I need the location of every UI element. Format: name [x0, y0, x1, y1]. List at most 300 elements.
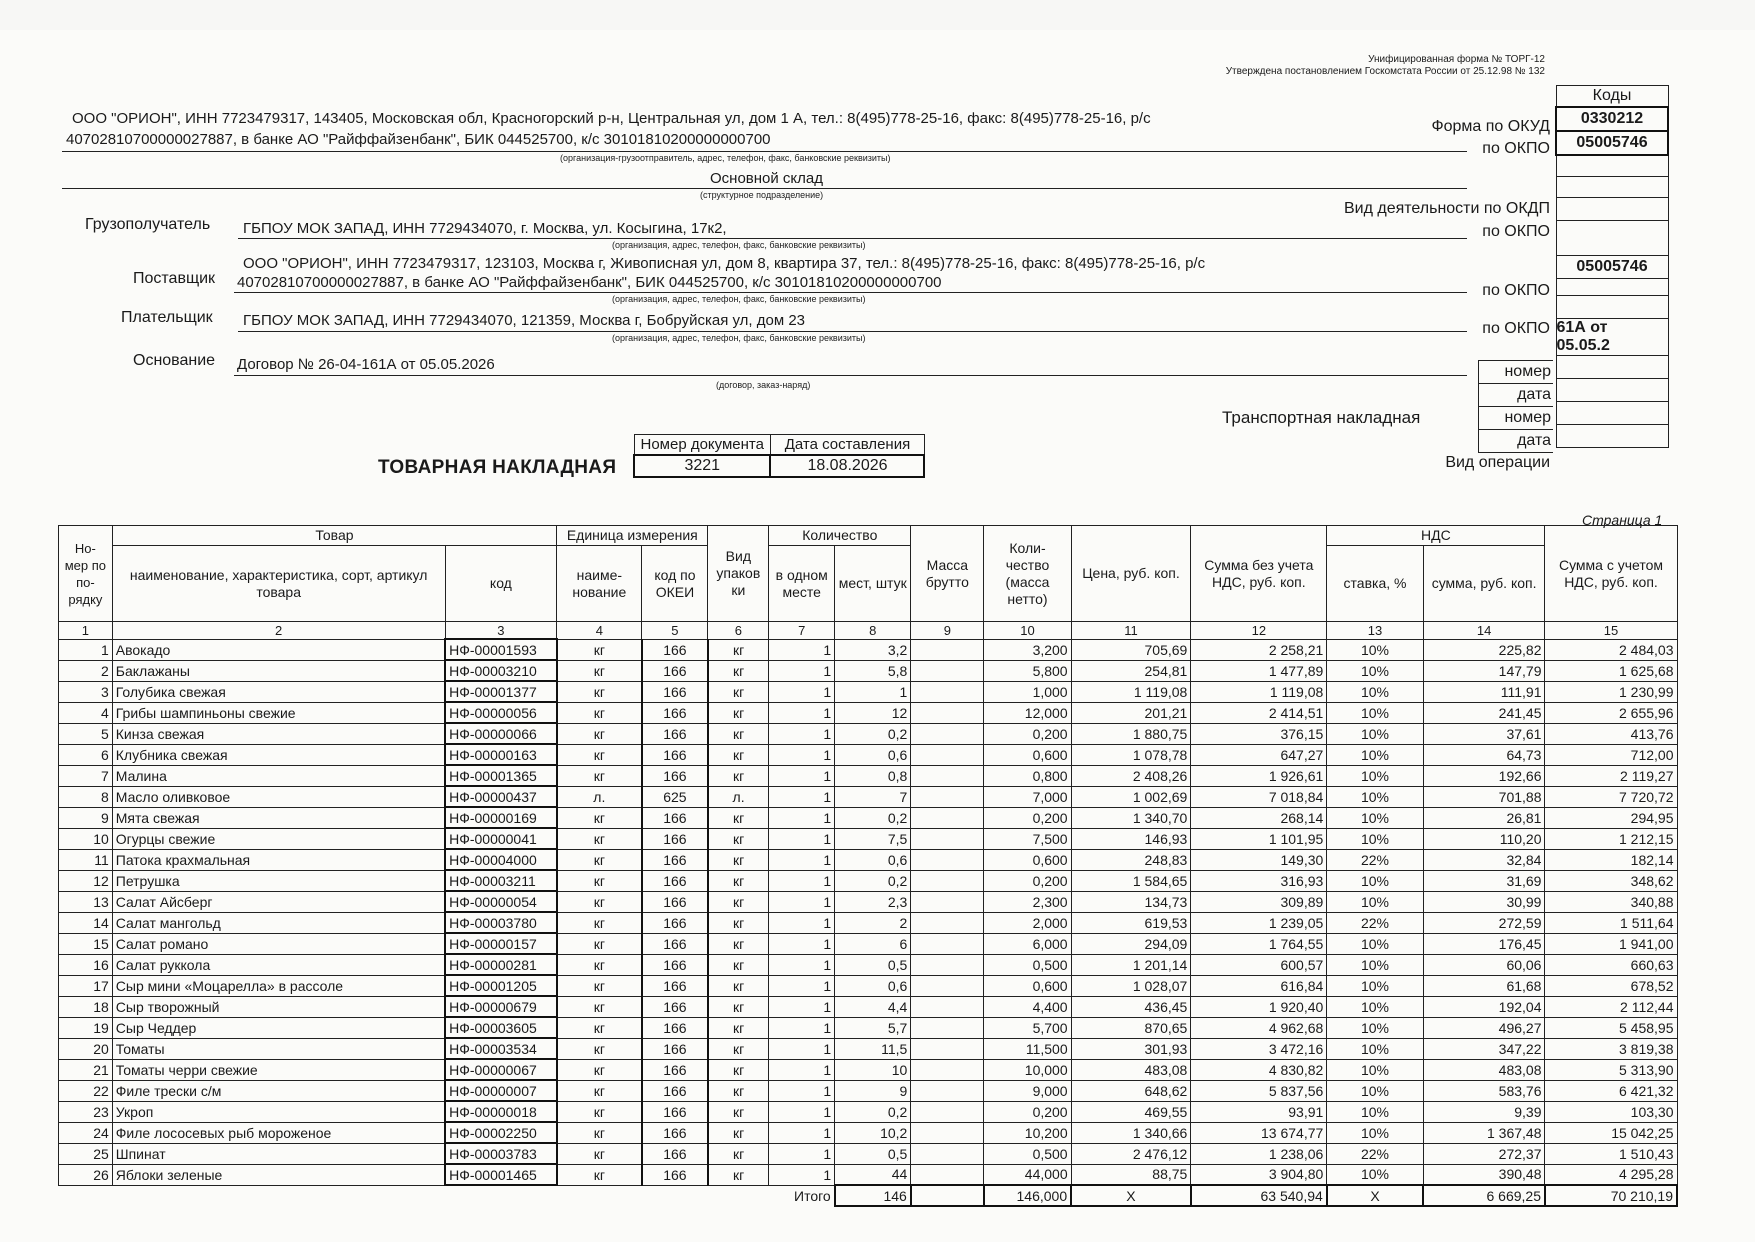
transport-number-code: [1556, 379, 1668, 402]
item-sum: 600,57: [1191, 954, 1327, 975]
row-number: 1: [59, 639, 113, 660]
item-net: 5,800: [984, 660, 1071, 681]
item-sum: 5 837,56: [1191, 1080, 1327, 1101]
empty-code-2: [1556, 221, 1668, 256]
item-total: 413,76: [1545, 723, 1677, 744]
item-vat-sum: 1 367,48: [1423, 1122, 1545, 1143]
item-net: 0,500: [984, 1143, 1071, 1164]
item-in-one: 1: [769, 660, 835, 681]
item-unit: кг: [557, 723, 642, 744]
item-vat-rate: 10%: [1327, 933, 1423, 954]
table-row: [59, 975, 1678, 996]
item-vat-rate: 22%: [1327, 1143, 1423, 1164]
column-number: 14: [1423, 622, 1545, 640]
doc-number: 3221: [634, 455, 770, 477]
item-vat-sum: 583,76: [1423, 1080, 1545, 1101]
item-gross: [911, 681, 984, 702]
item-vat-rate: 10%: [1327, 639, 1423, 660]
item-places: 7,5: [835, 828, 911, 849]
item-vat-sum: 272,37: [1423, 1143, 1545, 1164]
item-places: 5,8: [835, 660, 911, 681]
item-vat-rate: 10%: [1327, 1164, 1423, 1185]
item-okei: 166: [642, 975, 708, 996]
table-row: [59, 1101, 1678, 1122]
item-pack: кг: [708, 870, 769, 891]
th-goods: Товар: [112, 526, 556, 546]
item-unit: кг: [557, 1038, 642, 1059]
row-number: 11: [59, 849, 113, 870]
item-code: НФ-00003534: [445, 1038, 557, 1059]
item-code: НФ-00003780: [445, 912, 557, 933]
totals-places: 146: [835, 1185, 911, 1206]
th-in-one: в одном месте: [769, 546, 835, 622]
item-name: Авокадо: [112, 639, 445, 660]
column-number: 5: [642, 622, 708, 640]
item-net: 0,500: [984, 954, 1071, 975]
item-name: Шпинат: [112, 1143, 445, 1164]
item-price: 1 340,66: [1071, 1122, 1191, 1143]
item-vat-sum: 37,61: [1423, 723, 1545, 744]
item-vat-rate: 10%: [1327, 828, 1423, 849]
item-sum: 1 239,05: [1191, 912, 1327, 933]
item-price: 1 201,14: [1071, 954, 1191, 975]
item-unit: кг: [557, 1017, 642, 1038]
basis-date-code: [1556, 356, 1668, 379]
row-number: 5: [59, 723, 113, 744]
item-vat-rate: 10%: [1327, 1059, 1423, 1080]
item-pack: кг: [708, 807, 769, 828]
item-places: 0,2: [835, 723, 911, 744]
payer-caption: (организация, адрес, телефон, факс, банковские реквизиты): [612, 333, 866, 343]
item-unit: кг: [557, 933, 642, 954]
th-qty: Количество: [769, 526, 911, 546]
item-vat-sum: 30,99: [1423, 891, 1545, 912]
item-total: 678,52: [1545, 975, 1677, 996]
item-sum: 13 674,77: [1191, 1122, 1327, 1143]
column-number: 11: [1071, 622, 1191, 640]
basis-number-label: номер: [1478, 360, 1553, 384]
table-row: [59, 912, 1678, 933]
item-in-one: 1: [769, 1059, 835, 1080]
item-total: 1 230,99: [1545, 681, 1677, 702]
item-total: 348,62: [1545, 870, 1677, 891]
item-unit: кг: [557, 849, 642, 870]
item-in-one: 1: [769, 1122, 835, 1143]
item-sum: 7 018,84: [1191, 786, 1327, 807]
item-price: 301,93: [1071, 1038, 1191, 1059]
item-places: 2: [835, 912, 911, 933]
item-okei: 166: [642, 891, 708, 912]
totals-sum: 63 540,94: [1191, 1185, 1327, 1206]
row-number: 25: [59, 1143, 113, 1164]
item-price: 1 028,07: [1071, 975, 1191, 996]
item-total: 6 421,32: [1545, 1080, 1677, 1101]
column-number: 12: [1191, 622, 1327, 640]
row-number: 7: [59, 765, 113, 786]
item-vat-rate: 10%: [1327, 975, 1423, 996]
column-number: 1: [59, 622, 113, 640]
consignee-okpo-code: [1556, 198, 1668, 221]
table-row: [59, 1038, 1678, 1059]
item-net: 11,500: [984, 1038, 1071, 1059]
item-code: НФ-00000437: [445, 786, 557, 807]
item-vat-rate: 22%: [1327, 912, 1423, 933]
item-code: НФ-00000056: [445, 702, 557, 723]
form-name: Унифицированная форма № ТОРГ-12: [1368, 54, 1545, 65]
item-unit: кг: [557, 744, 642, 765]
item-pack: кг: [708, 954, 769, 975]
column-number: 2: [112, 622, 445, 640]
item-name: Грибы шампиньоны свежие: [112, 702, 445, 723]
item-places: 0,8: [835, 765, 911, 786]
item-gross: [911, 1017, 984, 1038]
item-vat-sum: 26,81: [1423, 807, 1545, 828]
table-row: [59, 1122, 1678, 1143]
item-unit: кг: [557, 912, 642, 933]
th-net: Коли- чество (масса нетто): [984, 526, 1071, 622]
item-total: 1 511,64: [1545, 912, 1677, 933]
item-price: 254,81: [1071, 660, 1191, 681]
item-gross: [911, 954, 984, 975]
item-unit: кг: [557, 1059, 642, 1080]
table-row: [59, 681, 1678, 702]
table-row: [59, 933, 1678, 954]
item-name: Салат мангольд: [112, 912, 445, 933]
item-vat-sum: 147,79: [1423, 660, 1545, 681]
item-gross: [911, 975, 984, 996]
item-code: НФ-00000281: [445, 954, 557, 975]
row-number: 19: [59, 1017, 113, 1038]
item-sum: 149,30: [1191, 849, 1327, 870]
th-okei: код по ОКЕИ: [642, 546, 708, 622]
row-number: 24: [59, 1122, 113, 1143]
item-okei: 166: [642, 765, 708, 786]
item-okei: 166: [642, 954, 708, 975]
item-net: 44,000: [984, 1164, 1071, 1185]
item-gross: [911, 891, 984, 912]
item-okei: 166: [642, 870, 708, 891]
item-okei: 166: [642, 933, 708, 954]
item-okei: 166: [642, 912, 708, 933]
item-price: 483,08: [1071, 1059, 1191, 1080]
item-in-one: 1: [769, 954, 835, 975]
transport-date-label: дата: [1478, 429, 1553, 453]
item-price: 2 408,26: [1071, 765, 1191, 786]
item-code: НФ-00000054: [445, 891, 557, 912]
item-places: 1: [835, 681, 911, 702]
row-number: 21: [59, 1059, 113, 1080]
item-unit: кг: [557, 870, 642, 891]
item-gross: [911, 933, 984, 954]
row-number: 3: [59, 681, 113, 702]
table-row: [59, 807, 1678, 828]
table-row: [59, 849, 1678, 870]
item-unit: кг: [557, 1101, 642, 1122]
item-total: 1 212,15: [1545, 828, 1677, 849]
item-name: Сыр мини «Моцарелла» в рассоле: [112, 975, 445, 996]
item-price: 201,21: [1071, 702, 1191, 723]
item-name: Петрушка: [112, 870, 445, 891]
item-okei: 166: [642, 1164, 708, 1185]
supplier-okpo-code: 05005746: [1556, 256, 1668, 279]
th-name: наименование, характеристика, сорт, артикул товара: [112, 546, 445, 622]
item-price: 1 340,70: [1071, 807, 1191, 828]
item-in-one: 1: [769, 975, 835, 996]
item-name: Масло оливковое: [112, 786, 445, 807]
item-code: НФ-00002250: [445, 1122, 557, 1143]
item-gross: [911, 996, 984, 1017]
item-unit: кг: [557, 828, 642, 849]
doc-number-label: Номер документа: [634, 435, 770, 456]
th-unit: Единица измерения: [557, 526, 708, 546]
item-vat-rate: 10%: [1327, 723, 1423, 744]
item-total: 7 720,72: [1545, 786, 1677, 807]
payer-label: Плательщик: [121, 309, 213, 326]
item-net: 0,200: [984, 1101, 1071, 1122]
okdp-label: Вид деятельности по ОКДП: [1343, 200, 1550, 217]
item-gross: [911, 1038, 984, 1059]
item-price: 1 584,65: [1071, 870, 1191, 891]
item-name: Баклажаны: [112, 660, 445, 681]
item-vat-sum: 61,68: [1423, 975, 1545, 996]
totals-net: 146,000: [984, 1185, 1071, 1206]
item-places: 10,2: [835, 1122, 911, 1143]
item-in-one: 1: [769, 744, 835, 765]
item-in-one: 1: [769, 786, 835, 807]
table-row: [59, 996, 1678, 1017]
item-places: 10: [835, 1059, 911, 1080]
item-sum: 376,15: [1191, 723, 1327, 744]
item-vat-sum: 110,20: [1423, 828, 1545, 849]
item-pack: кг: [708, 1101, 769, 1122]
item-sum: 316,93: [1191, 870, 1327, 891]
item-total: 103,30: [1545, 1101, 1677, 1122]
form-approval: Утверждена постановлением Госкомстата России от 25.12.98 № 132: [1225, 66, 1545, 77]
item-okei: 166: [642, 849, 708, 870]
item-code: НФ-00000169: [445, 807, 557, 828]
doc-date: 18.08.2026: [770, 455, 924, 477]
item-pack: кг: [708, 1122, 769, 1143]
item-name: Сыр Чеддер: [112, 1017, 445, 1038]
item-unit: кг: [557, 891, 642, 912]
item-total: 294,95: [1545, 807, 1677, 828]
item-vat-sum: 176,45: [1423, 933, 1545, 954]
item-unit: кг: [557, 660, 642, 681]
item-gross: [911, 1164, 984, 1185]
item-gross: [911, 1080, 984, 1101]
th-code: код: [445, 546, 557, 622]
item-price: 1 002,69: [1071, 786, 1191, 807]
table-row: [59, 891, 1678, 912]
division: Основной склад: [710, 170, 824, 187]
totals-row: [59, 1185, 1678, 1206]
column-numbers-row: [59, 622, 1678, 640]
column-number: 8: [835, 622, 911, 640]
item-price: 134,73: [1071, 891, 1191, 912]
item-gross: [911, 849, 984, 870]
item-in-one: 1: [769, 765, 835, 786]
item-vat-rate: 10%: [1327, 1122, 1423, 1143]
totals-price: Х: [1071, 1185, 1191, 1206]
row-number: 10: [59, 828, 113, 849]
item-net: 12,000: [984, 702, 1071, 723]
item-name: Салат Айсберг: [112, 891, 445, 912]
transport-label: Транспортная накладная: [1222, 408, 1421, 427]
table-row: [59, 744, 1678, 765]
item-total: 2 484,03: [1545, 639, 1677, 660]
item-pack: кг: [708, 1017, 769, 1038]
item-total: 5 313,90: [1545, 1059, 1677, 1080]
item-pack: кг: [708, 1143, 769, 1164]
goods-table: [58, 525, 1678, 1207]
item-name: Филе лососевых рыб мороженое: [112, 1122, 445, 1143]
transport-date-code: [1556, 402, 1668, 425]
item-sum: 93,91: [1191, 1101, 1327, 1122]
item-unit: кг: [557, 1122, 642, 1143]
okpo-code: 05005746: [1556, 131, 1668, 155]
item-vat-rate: 10%: [1327, 954, 1423, 975]
item-code: НФ-00000157: [445, 933, 557, 954]
row-number: 8: [59, 786, 113, 807]
item-name: Салат руккола: [112, 954, 445, 975]
item-net: 0,200: [984, 807, 1071, 828]
item-in-one: 1: [769, 1143, 835, 1164]
item-net: 4,400: [984, 996, 1071, 1017]
item-okei: 166: [642, 1038, 708, 1059]
item-total: 2 655,96: [1545, 702, 1677, 723]
item-code: НФ-00001365: [445, 765, 557, 786]
row-number: 4: [59, 702, 113, 723]
item-in-one: 1: [769, 870, 835, 891]
item-gross: [911, 912, 984, 933]
column-number: 15: [1545, 622, 1677, 640]
table-row: [59, 660, 1678, 681]
item-in-one: 1: [769, 933, 835, 954]
item-in-one: 1: [769, 723, 835, 744]
item-okei: 166: [642, 1143, 708, 1164]
payer-okpo-code: [1556, 296, 1668, 319]
item-okei: 166: [642, 1122, 708, 1143]
item-places: 9: [835, 1080, 911, 1101]
item-code: НФ-00003211: [445, 870, 557, 891]
item-places: 12: [835, 702, 911, 723]
item-net: 0,200: [984, 723, 1071, 744]
item-code: НФ-00004000: [445, 849, 557, 870]
row-number: 17: [59, 975, 113, 996]
row-number: 2: [59, 660, 113, 681]
supplier-line2: 40702810700000027887, в банке АО "Райффайзенбанк", БИК 044525700, к/с 30101810200000000700: [237, 274, 942, 291]
item-vat-rate: 10%: [1327, 807, 1423, 828]
item-gross: [911, 870, 984, 891]
item-vat-rate: 10%: [1327, 744, 1423, 765]
item-pack: кг: [708, 639, 769, 660]
codes-head: Коды: [1556, 86, 1668, 108]
item-pack: кг: [708, 891, 769, 912]
item-vat-sum: 9,39: [1423, 1101, 1545, 1122]
column-number: 7: [769, 622, 835, 640]
item-pack: кг: [708, 765, 769, 786]
item-unit: кг: [557, 975, 642, 996]
item-places: 0,5: [835, 1143, 911, 1164]
item-total: 5 458,95: [1545, 1017, 1677, 1038]
item-net: 2,000: [984, 912, 1071, 933]
item-gross: [911, 1059, 984, 1080]
item-net: 10,200: [984, 1122, 1071, 1143]
row-number: 15: [59, 933, 113, 954]
item-in-one: 1: [769, 681, 835, 702]
row-number: 9: [59, 807, 113, 828]
table-row: [59, 1164, 1678, 1185]
th-sum-novat: Сумма без учета НДС, руб. коп.: [1191, 526, 1327, 622]
item-price: 648,62: [1071, 1080, 1191, 1101]
item-gross: [911, 702, 984, 723]
table-row: [59, 1059, 1678, 1080]
item-total: 4 295,28: [1545, 1164, 1677, 1185]
item-sum: 3 472,16: [1191, 1038, 1327, 1059]
item-vat-rate: 22%: [1327, 849, 1423, 870]
item-name: Томаты: [112, 1038, 445, 1059]
item-sum: 268,14: [1191, 807, 1327, 828]
item-sum: 1 101,95: [1191, 828, 1327, 849]
item-places: 5,7: [835, 1017, 911, 1038]
item-net: 10,000: [984, 1059, 1071, 1080]
item-name: Укроп: [112, 1101, 445, 1122]
basis-date-label: дата: [1478, 383, 1553, 407]
table-row: [59, 1017, 1678, 1038]
item-okei: 166: [642, 702, 708, 723]
item-net: 1,000: [984, 681, 1071, 702]
item-vat-sum: 192,04: [1423, 996, 1545, 1017]
row-number: 20: [59, 1038, 113, 1059]
item-pack: кг: [708, 1164, 769, 1185]
item-places: 0,2: [835, 1101, 911, 1122]
item-pack: кг: [708, 660, 769, 681]
row-number: 23: [59, 1101, 113, 1122]
item-sum: 309,89: [1191, 891, 1327, 912]
totals-total: 70 210,19: [1545, 1185, 1677, 1206]
th-vat-sum: сумма, руб. коп.: [1423, 546, 1545, 622]
item-in-one: 1: [769, 1017, 835, 1038]
item-vat-rate: 10%: [1327, 1038, 1423, 1059]
item-name: Сыр творожный: [112, 996, 445, 1017]
table-row: [59, 765, 1678, 786]
item-unit: кг: [557, 639, 642, 660]
item-pack: л.: [708, 786, 769, 807]
item-name: Малина: [112, 765, 445, 786]
item-name: Огурцы свежие: [112, 828, 445, 849]
empty-code-1: [1556, 155, 1668, 177]
table-row: [59, 702, 1678, 723]
consignee-okpo-label: по ОКПО: [1482, 223, 1550, 240]
item-places: 6: [835, 933, 911, 954]
okdp-code: [1556, 177, 1668, 198]
item-net: 0,800: [984, 765, 1071, 786]
totals-gross: [911, 1185, 984, 1206]
transport-number-label: номер: [1478, 406, 1553, 430]
table-row: [59, 723, 1678, 744]
column-number: 13: [1327, 622, 1423, 640]
item-code: НФ-00000067: [445, 1059, 557, 1080]
item-vat-rate: 10%: [1327, 681, 1423, 702]
item-pack: кг: [708, 1059, 769, 1080]
item-net: 0,200: [984, 870, 1071, 891]
item-sum: 1 238,06: [1191, 1143, 1327, 1164]
item-net: 2,300: [984, 891, 1071, 912]
supplier-okpo-label: по ОКПО: [1482, 282, 1550, 299]
column-number: 4: [557, 622, 642, 640]
item-total: 2 119,27: [1545, 765, 1677, 786]
th-places: мест, штук: [835, 546, 911, 622]
